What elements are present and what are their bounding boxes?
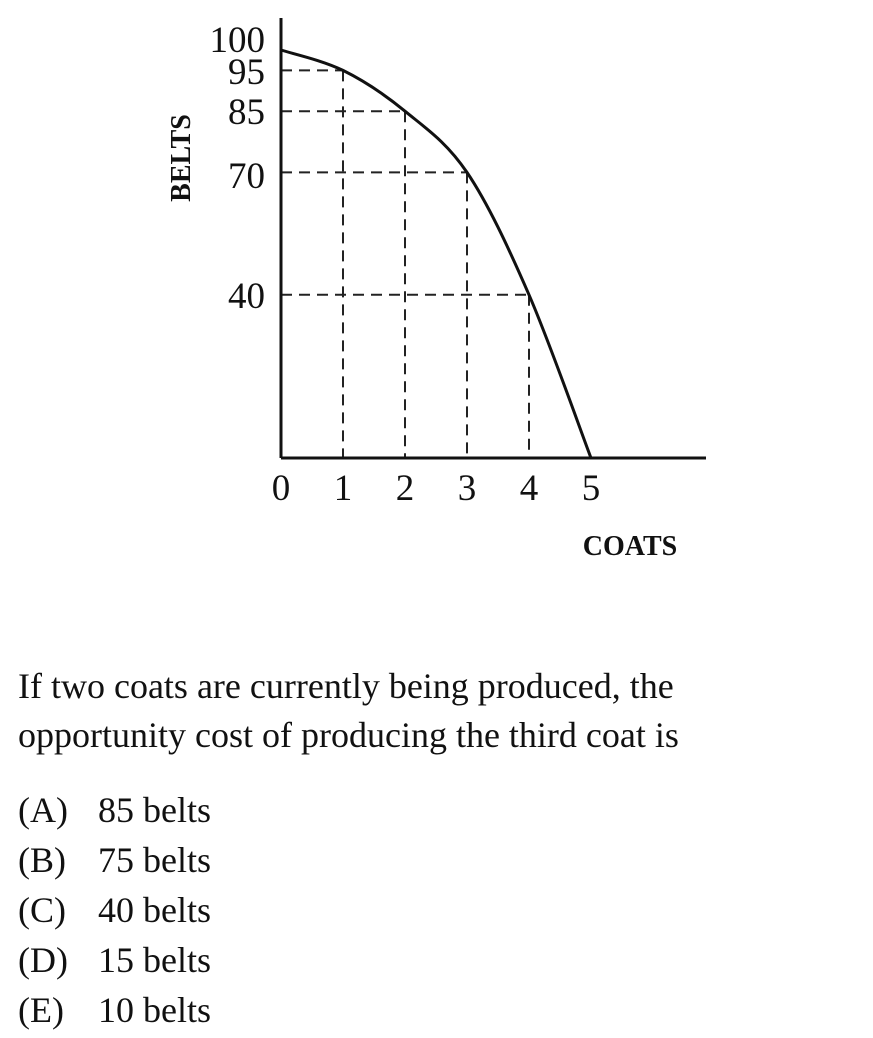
option-text: 15 belts — [98, 940, 211, 980]
y-tick-label: 100 — [209, 20, 265, 61]
x-tick-label: 5 — [581, 468, 601, 509]
option-letter: (E) — [18, 990, 64, 1030]
question-line-1: If two coats are currently being produced, the — [18, 666, 674, 706]
answer-options — [18, 785, 211, 1035]
dashed-guides — [281, 70, 529, 458]
option-text: 75 belts — [98, 840, 211, 880]
option-a[interactable] — [18, 785, 211, 835]
y-axis-title: BELTS — [166, 114, 197, 202]
option-e[interactable] — [18, 985, 211, 1035]
axes — [281, 18, 706, 458]
question-text — [18, 662, 868, 760]
x-axis-title: COATS — [582, 531, 678, 562]
y-tick-label: 70 — [228, 156, 265, 197]
x-tick-label: 4 — [519, 468, 539, 509]
question-line-2: opportunity cost of producing the third coat is — [18, 715, 679, 755]
y-tick-label: 40 — [228, 276, 265, 317]
option-b[interactable] — [18, 835, 211, 885]
x-tick-label: 0 — [271, 468, 291, 509]
option-letter: (A) — [18, 790, 68, 830]
y-tick-labels — [210, 20, 266, 317]
option-d[interactable] — [18, 935, 211, 985]
option-c[interactable] — [18, 885, 211, 935]
y-tick-label: 95 — [228, 52, 265, 93]
option-text: 85 belts — [98, 790, 211, 830]
x-tick-label: 3 — [457, 468, 477, 509]
y-tick-label: 85 — [228, 92, 265, 133]
option-text: 40 belts — [98, 890, 211, 930]
option-text: 10 belts — [98, 990, 211, 1030]
option-letter: (D) — [18, 940, 68, 980]
option-letter: (C) — [18, 890, 66, 930]
x-tick-label: 1 — [333, 468, 353, 509]
x-tick-label: 2 — [395, 468, 415, 509]
option-letter: (B) — [18, 840, 66, 880]
x-tick-labels — [272, 468, 601, 509]
